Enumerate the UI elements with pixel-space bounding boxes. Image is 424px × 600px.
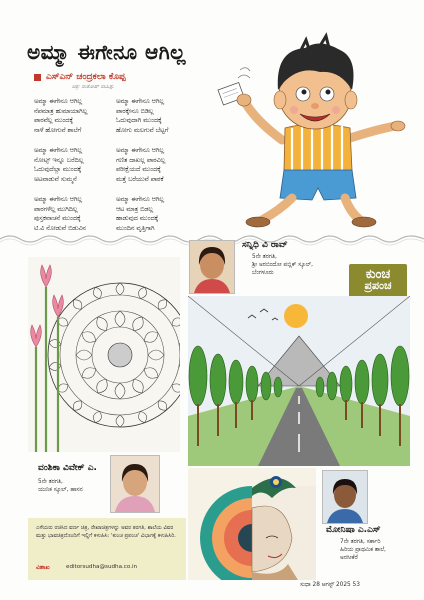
submission-email: editorsudha@sudha.co.in bbox=[66, 564, 138, 570]
stanza-5 bbox=[34, 195, 86, 233]
author-row bbox=[34, 72, 125, 82]
artist-info-line: ಅರಸೀಕೆರೆ bbox=[340, 555, 358, 561]
artist-info-sannidhi bbox=[252, 253, 313, 277]
poem-line: ಅಮ್ಮಾ ಈಗೇನೂ ಆಗಿಲ್ಲ bbox=[34, 196, 83, 203]
poem-title: ಅಮ್ಮಾ ಈಗೇನೂ ಆಗಿಲ್ಲ bbox=[27, 40, 187, 64]
poem-line: ಪಾಠವೆಲ್ಲ ಮುಂದಕ್ಕೆ bbox=[34, 117, 74, 124]
logo-bottom-text: ಪ್ರಪಂಚ bbox=[364, 279, 392, 292]
poem-author: ಎಸ್‌ಎನ್ ಚಂದ್ರಕಲಾ ಕೊಪ್ಪ bbox=[46, 72, 126, 82]
artist-photo-monisha bbox=[322, 470, 368, 524]
artist-info-line: ಹಿರಿಯ ಪ್ರಾಥಮಿಕ ಶಾಲೆ, bbox=[340, 547, 386, 553]
artist-info-line: 7ನೇ ತರಗತಿ, ಸರ್ಕಾರಿ bbox=[340, 539, 381, 545]
illustrator-credit: ಚಿತ್ರ: ಸಂತೋಷ್ ಸಸಿಹಿತ್ಲು bbox=[72, 84, 115, 90]
artist-info-line: 5ನೇ ತರಗತಿ, bbox=[252, 254, 277, 260]
stanza-4 bbox=[116, 146, 165, 184]
poem-line: ಮತ್ತೆ ಬರೆಯುವೆ ಪಾಠಕೆ bbox=[116, 175, 164, 183]
road-trees-drawing bbox=[188, 296, 410, 466]
poem-line: ಅಮ್ಮಾ ಈಗೇನೂ ಆಗಿಲ್ಲ bbox=[34, 147, 83, 154]
poem-line: ಟಿ.ವಿ ನೋಡುವೆ ಬಿಡುವಿನ bbox=[34, 224, 86, 232]
page-footer: ಸುಧಾ 28 ಆಗಸ್ಟ್ 2025 53 bbox=[300, 582, 360, 588]
poem-line: ಪುಸ್ತಕವಾಚನೆ ಮುಂದಕ್ಕೆ bbox=[34, 215, 81, 222]
stanza-2 bbox=[116, 97, 168, 135]
artist-info-monisha bbox=[340, 538, 386, 562]
poem-line: ನೋಟ್ಸ್ ಇನ್ನೂ ಬರೆದಿಲ್ಲ bbox=[34, 156, 84, 164]
poem-line: ಹೋಗು ಮಲಗುವೆ ಬೆಟ್ಟಗೆ bbox=[116, 126, 169, 134]
artist-info-line: ಬೆಂಗಳೂರು bbox=[252, 270, 274, 276]
poem-line: ನಾಳೆ ಹೋಗುವೆ ಶಾಲೆಗೆ bbox=[34, 126, 82, 134]
poem-line: ಆಟ ಮಾತ್ರ ಬಿಡಲ್ಲ bbox=[116, 205, 154, 213]
poem-line: ಪಾಠಕ್ಕೇನೂ ಬಿಡಿಲ್ಲ bbox=[116, 107, 154, 115]
submission-instructions: ಎಳೆಯರು ರಚಿಸಿದ ವರ್ಣ ಚಿತ್ರ, ರೇಖಾಚಿತ್ರಗಳನ್ನು ಅವರ ತರಗತಿ, ಶಾಲೆಯ ವಿವರ ಮತ್ತು ಭಾವಚಿತ್ರದೊಂದಿಗೆ ಇಲ್ಲಿಗೆ ಕಳುಹಿಸಿ: 'ಕುಂಚ ಪ್ರಪಂಚ' ವಿಭಾಗಕ್ಕೆ ಕಳುಹಿಸಿರಿ. bbox=[36, 525, 176, 539]
poem-line: ಮುಂದಿನ ವೃತ್ತಿಗಾಗಿ bbox=[116, 224, 155, 232]
poem-line: ಪರೀಕ್ಷೆಯದೆ ಮುಂದಕ್ಕೆ bbox=[116, 166, 161, 173]
logo-top-text: ಕುಂಚ bbox=[365, 267, 391, 282]
poem-line: ಅಟವಾಡುವೆ ಸುಮ್ಮನೆ bbox=[34, 175, 77, 183]
artist-name-monisha: ಮೋನಿಷಾ ಎ.ಎಸ್ bbox=[326, 525, 381, 535]
artist-info-line: ಶ್ರೀ ಅರಬಿಂದೋ ಪಬ್ಲಿಕ್ ಸ್ಕೂಲ್, bbox=[252, 262, 313, 268]
poem-line: ಗಣಿತ ದಾಖಲ್ಲ ಪಾಠವಿಲ್ಲ bbox=[116, 156, 166, 164]
artist-name-vamshika: ವಂಶಿಕಾ ವಿವೇಕ್ ಎ. bbox=[38, 463, 97, 473]
artist-photo-sannidhi bbox=[189, 240, 235, 294]
artist-info-line: ಯುನಿಕ ಸ್ಕೂಲ್, ಹಾಸನ bbox=[38, 487, 83, 493]
poem-line: ಪಾಠಗಳೆಲ್ಲ ಮುಗಿದಿಲ್ಲ bbox=[34, 205, 78, 213]
artist-info-vamshika bbox=[38, 478, 83, 494]
brand-label: ವಿಶಾಖ bbox=[36, 564, 50, 571]
mandala-lotus-drawing bbox=[28, 257, 180, 452]
artist-info-line: 5ನೇ ತರಗತಿ, bbox=[38, 479, 63, 485]
poem-line: ಅಮ್ಮಾ ಈಗೇನೂ ಆಗಿಲ್ಲ bbox=[116, 98, 165, 105]
bullet-square-icon bbox=[34, 74, 41, 81]
cartoon-boy-illustration bbox=[200, 20, 410, 235]
stanza-6 bbox=[116, 195, 164, 233]
stanza-1 bbox=[34, 97, 87, 135]
artist-name-sannidhi: ಸನ್ನಿಧಿ ವಿ ರಾವ್ bbox=[242, 240, 288, 250]
poem-line: ಅಮ್ಮಾ ಈಗೇನೂ ಆಗಿಲ್ಲ bbox=[116, 196, 165, 203]
artist-photo-vamshika bbox=[110, 455, 160, 513]
poem-line: ಅಮ್ಮಾ ಈಗೇನೂ ಆಗಿಲ್ಲ bbox=[34, 98, 83, 105]
poem-line: ಹಾಡುವುದ ಮುಂದಕ್ಕೆ bbox=[116, 215, 159, 222]
submission-info-box bbox=[28, 518, 186, 580]
stanza-3 bbox=[34, 146, 84, 184]
poem-line: ಓದುವುದೆಲ್ಲಾ ಮುಂದಕ್ಕೆ bbox=[34, 166, 82, 173]
poem-line: ನೆಪಮಾತ್ರ ಹುಮಾಯಾಗಿಲ್ಲ bbox=[34, 107, 88, 115]
poem-line: ಓದುವುದಾಗಿ ಮುಂದಕ್ಕೆ bbox=[116, 117, 162, 124]
poem-line: ಅಮ್ಮಾ ಈಗೇನೂ ಆಗಿಲ್ಲ bbox=[116, 147, 165, 154]
krishna-mandala-drawing bbox=[188, 468, 316, 580]
